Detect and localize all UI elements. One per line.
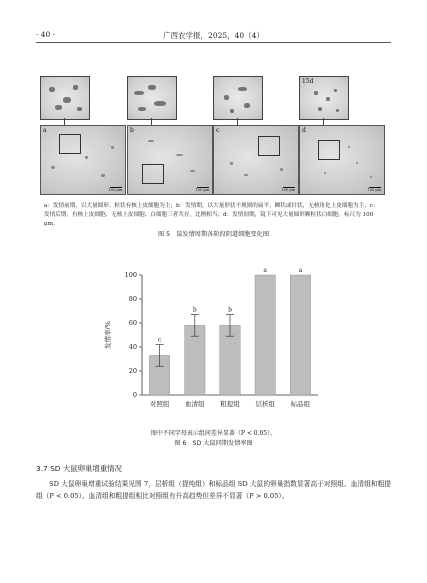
bar — [290, 275, 310, 395]
figure5-note: a：发情前期，以大量圆形、粒状有核上皮细胞为主；b：发情期，以大量形状不规则的扁平、鳞状或针状，无核角化上皮细胞为主；c：发情后期，有核上皮细胞、无核上皮细胞、白细胞三者共存，比例相当；d：发情间期，镜下可见大量圆形颗粒状白细胞。标尺为 100 μm。 — [44, 203, 379, 227]
panel-label-a: a — [43, 127, 47, 134]
y-axis-label: 发情率/% — [104, 321, 112, 349]
micrograph-b — [127, 125, 213, 195]
y-tick-label: 60 — [128, 319, 137, 328]
y-tick-label: 20 — [128, 367, 137, 376]
significance-letter: b — [228, 306, 232, 314]
bar — [255, 275, 275, 395]
y-tick-label: 40 — [128, 343, 137, 352]
y-tick-label: 80 — [128, 295, 137, 304]
scale-bar-c: 100 μm — [281, 188, 295, 192]
scale-bar-b: 100 μm — [195, 188, 209, 192]
inset-a — [40, 76, 90, 120]
micrograph-c — [213, 125, 299, 195]
y-tick-label: 0 — [132, 391, 137, 400]
significance-letter: a — [263, 267, 267, 274]
scale-bar-a: 100 μm — [108, 188, 122, 192]
inset-d — [299, 76, 349, 120]
micrograph-d — [299, 125, 385, 195]
header-rule — [36, 42, 391, 43]
figure6-bar-chart — [98, 265, 328, 425]
x-tick-label: 对照组 — [149, 400, 170, 408]
significance-letter: c — [157, 336, 162, 344]
inset-b — [127, 76, 177, 120]
x-tick-label: 层析组 — [255, 400, 275, 408]
scale-bar-d: 100 μm — [367, 188, 381, 192]
panel-label-d: d — [302, 127, 306, 134]
panel-label-c: c — [216, 127, 220, 134]
figure5-caption: 图 5 鼠发情周期各阶段阴道细胞变化图 — [157, 231, 270, 238]
figure6-note: 图中不同字母表示组间差异显著（P < 0.05）。 — [150, 430, 277, 437]
significance-letter: a — [298, 267, 303, 274]
panel-label-b: b — [130, 127, 134, 134]
figure6-caption: 图 6 SD 大鼠同期发情率图 — [174, 440, 253, 447]
inset-c — [213, 76, 263, 120]
journal-title: 广西农学报，2025，40（4） — [163, 31, 264, 40]
inset-d-label: 15d — [302, 78, 314, 85]
page-number: · 40 · — [36, 30, 56, 39]
x-tick-label: 血清组 — [185, 400, 205, 408]
section-title: 3.7 SD 大鼠卵巢增重情况 — [36, 464, 122, 473]
x-tick-label: 标品组 — [290, 400, 311, 408]
page-header — [36, 28, 391, 42]
x-tick-label: 粗提组 — [220, 400, 240, 408]
micrograph-a — [40, 125, 126, 195]
section-paragraph: SD 大鼠卵巢增重试验结果见图 7，层析组（提纯组）和标品组 SD 大鼠的卵巢指数显著高于对照组、血清组和粗提组（P < 0.05）。血清组和粗提组相比对照组有升高趋势但差异不显著（P > 0.05）。 — [36, 480, 391, 500]
y-tick-label: 100 — [124, 271, 137, 280]
significance-letter: b — [192, 306, 197, 314]
